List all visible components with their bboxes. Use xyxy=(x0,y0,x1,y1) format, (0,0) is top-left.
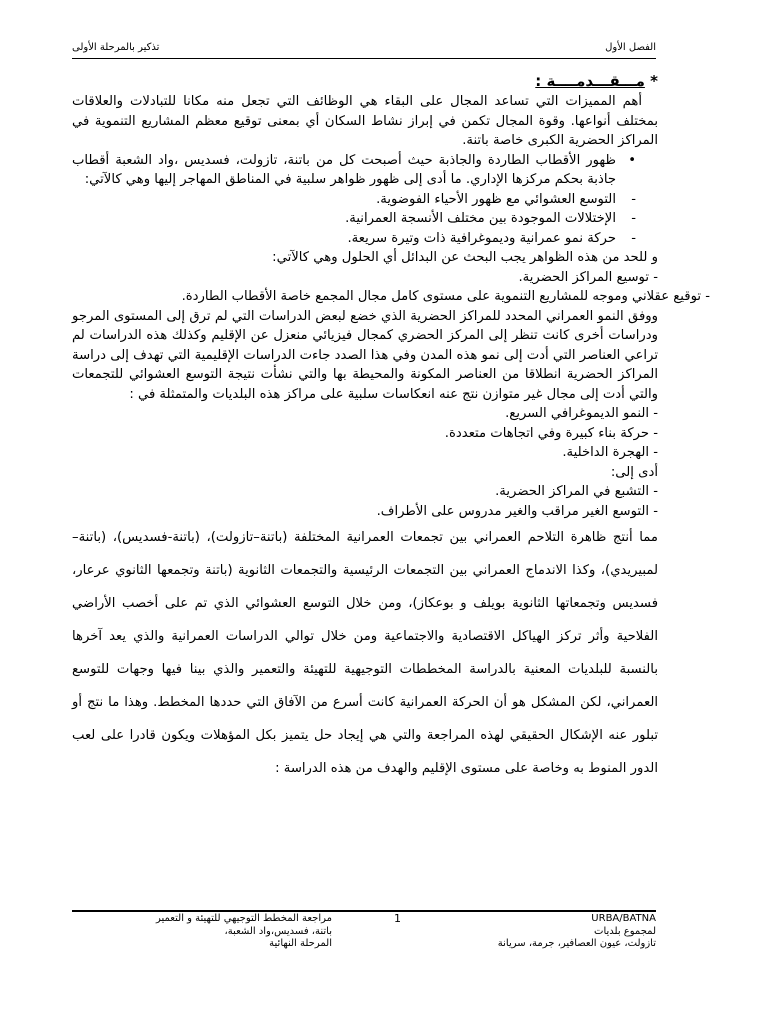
footer-right xyxy=(498,913,656,951)
header-divider xyxy=(72,58,656,59)
growth-paragraph: ووفق النمو العمراني المحدد للمراكز الحضرية الذي خضع لبعض الدراسات التي لم ترق إلى المستوى المرجو ودراسات أخرى كانت تنظر إلى المركز الحضري كمجال فيزيائي منعزل عن الإقليم وكذلك هذه الدراسات لم تراعي العناصر التي أدت إلى نمو هذه المدن وفي هذا الصدد جاءت الدراسات الإقليمية التي تهدف إلى دراسة المراكز الحضرية انطلاقا من العناصر المكونة والمحيطة بها والتي نشأت نتيجة التوسع العشوائي للتجمعات والتي أدت إلى مجال غير متوازن نتج عنه انعكاسات سلبية على مراكز هذه البلديات والمتمثلة في : xyxy=(72,308,658,402)
page-number: 1 xyxy=(394,912,401,925)
dash-item xyxy=(72,209,658,229)
dash-text: الإختلالات الموجودة بين مختلف الأنسجة العمرانية. xyxy=(345,211,616,226)
bullet-mark: • xyxy=(628,152,636,168)
header-reminder: تذكير بالمرحلة الأولى xyxy=(72,42,160,53)
section-title xyxy=(72,70,658,92)
dash-mark: - xyxy=(631,230,636,246)
effect-item: - الهجرة الداخلية. xyxy=(562,445,658,460)
effect-item: - حركة بناء كبيرة وفي اتجاهات متعددة. xyxy=(444,425,658,441)
document-body xyxy=(72,70,710,785)
dash-text: حركة نمو عمرانية وديموغرافية ذات وتيرة سريعة. xyxy=(347,230,616,246)
effect-item: - النمو الديموغرافي السريع. xyxy=(505,406,658,421)
footer-plan-cities: باتنة، فسديس،واد الشعبة، xyxy=(224,925,332,937)
footer-left xyxy=(72,913,332,951)
footer-municipalities-label: لمجموع بلديات xyxy=(594,925,656,937)
header-chapter: الفصل الأول xyxy=(605,42,656,53)
bullet-item xyxy=(72,151,658,190)
result-item: - التشبع في المراكز الحضرية. xyxy=(495,484,658,499)
footer-plan-title: مراجعة المخطط التوجيهي للتهيئة و التعمير xyxy=(155,913,332,924)
page-footer xyxy=(72,913,656,963)
result-item: - التوسع الغير مراقب والغير مدروس على الأطراف. xyxy=(376,503,658,519)
bullet-text: ظهور الأقطاب الطاردة والجاذبة حيث أصبحت كل من باتنة، تازولت، فسديس ،واد الشعبة أقطاب جاذبة بحكم مركزها الإداري. ما أدى إلى ظهور ظواهر سلبية في المناطق المهاجر إليها وهي كالآتي: xyxy=(72,152,616,187)
solutions-intro: و للحد من هذه الظواهر يجب البحث عن البدائل أي الحلول وهي كالآتي: xyxy=(272,250,658,265)
intro-paragraph: أهم المميزات التي تساعد المجال على البقاء هي الوظائف التي تجعل منه مكانا للتبادلات والعلاقات بمختلف أنواعها. وقوة المجال تكمن في إبراز نشاط السكان أي بمعنى توقيع معظم المشاريع التنموية في المراكز الحضرية الكبرى خاصة باتنة. xyxy=(72,94,658,148)
footer-divider xyxy=(72,910,656,912)
title-text: مـــقـــدمــــة : xyxy=(535,72,645,90)
footer-office: URBA/BATNA xyxy=(591,913,656,924)
dash-mark: - xyxy=(631,211,636,226)
final-paragraph: مما أنتج ظاهرة التلاحم العمراني بين تجمعات العمرانية المختلفة (باتنة–تازولت)، (باتنة-فسديس)، (باتنة–لمبيريدي)، وكذا الاندماج العمراني بين التجمعات الرئيسية والتجمعات الثانوية (باتنة وتجمعها الثانوي عرعار، فسديس وتجمعاتها الثانوية بويلف و بوعكاز)، ومن خلال التوسع العشوائي الذي تم على أخصب الأراضي الفلاحية وأثر تركز الهياكل الاقتصادية والاجتماعية ومن خلال توالي الدراسات العمرانية والذي يعد آخرها بالنسبة للبلديات المعنية بالدراسة المخططات التوجيهية للتهيئة والتعمير والذي بينا فيها وجهات للتوسع العمراني، لكن المشكل هو أن الحركة العمرانية كانت أسرع من الآفاق التي حددها المخطط. وهذا ما نتج أو تبلور عنه الإشكال الحقيقي لهذه المراجعة والتي هي إيجاد حل يتميز بكل المؤهلات ويكون قادرا على لعب الدور المنوط به وخاصة على مستوى الإقليم والهدف من هذه الدراسة : xyxy=(72,530,658,776)
footer-municipalities: تازولت، عيون العصافير، جرمة، سريانة xyxy=(497,938,656,949)
solution-item: - توقيع عقلاني وموجه للمشاريع التنموية على مستوى كامل مجال المجمع خاصة الأقطاب الطاردة. xyxy=(181,289,710,304)
title-star: * xyxy=(650,72,658,90)
led-to-line: أدى إلى: xyxy=(610,464,658,480)
dash-mark: - xyxy=(631,191,636,207)
dash-item xyxy=(72,190,658,210)
dash-text: التوسع العشوائي مع ظهور الأحياء الفوضوية. xyxy=(376,191,616,207)
page-header xyxy=(72,42,656,56)
footer-plan-phase: المرحلة النهائية xyxy=(269,938,332,949)
solution-item: - توسيع المراكز الحضرية. xyxy=(518,269,658,285)
dash-item xyxy=(72,229,658,249)
